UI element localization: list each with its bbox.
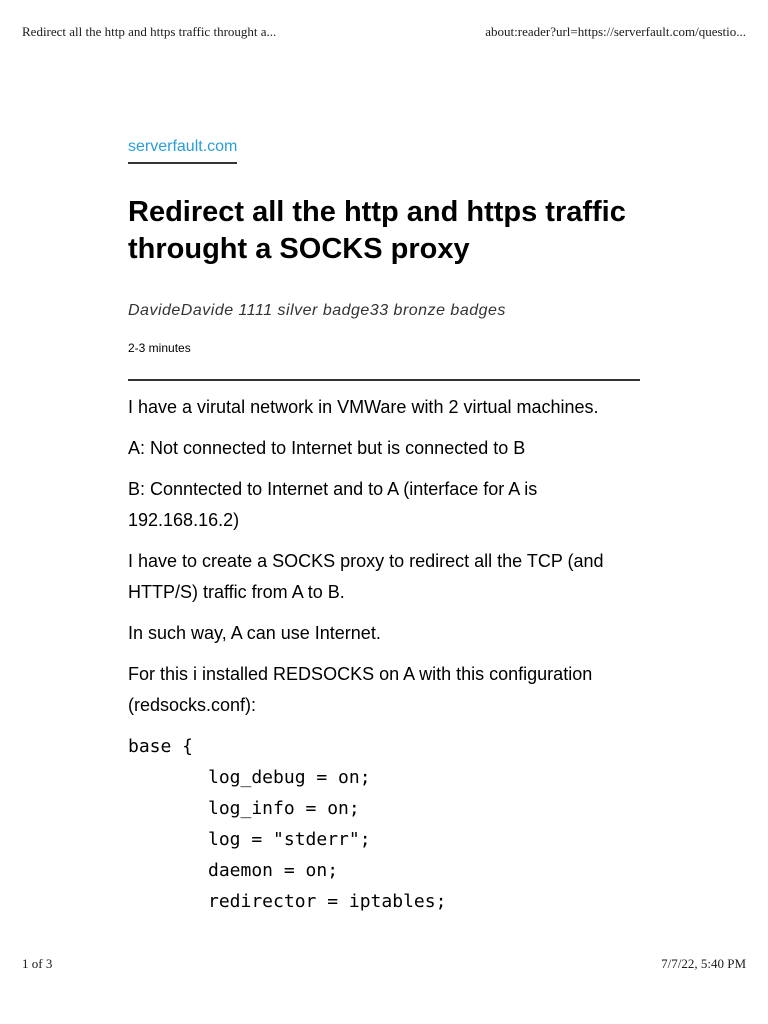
header-divider (128, 379, 640, 381)
print-header-url: about:reader?url=https://serverfault.com/questio... (485, 24, 746, 39)
source-domain-link[interactable]: serverfault.com (128, 138, 237, 164)
paragraph: B: Conntected to Internet and to A (interface for A is 192.168.16.2) (128, 479, 538, 530)
code-line: base { (128, 736, 194, 757)
code-line: daemon = on; (208, 860, 339, 881)
reading-time: 2-3 minutes (128, 341, 191, 355)
code-line: log_info = on; (208, 798, 360, 819)
code-block (128, 731, 640, 917)
code-line: log_debug = on; (208, 767, 371, 788)
paragraph: I have a virutal network in VMWare with 2 virtual machines. (128, 397, 599, 417)
page-number: 1 of 3 (22, 956, 53, 971)
article-title: Redirect all the http and https traffic throught a SOCKS proxy (128, 196, 626, 265)
print-datetime: 7/7/22, 5:40 PM (661, 956, 746, 971)
code-line: log = "stderr"; (208, 829, 371, 850)
print-header (22, 24, 746, 42)
paragraph: For this i installed REDSOCKS on A with this configuration (redsocks.conf): (128, 664, 593, 715)
article-byline: DavideDavide 1111 silver badge33 bronze badges (128, 302, 506, 319)
paragraph: In such way, A can use Internet. (128, 623, 381, 643)
print-footer (22, 956, 746, 974)
paragraph: A: Not connected to Internet but is connected to B (128, 438, 526, 458)
code-line: redirector = iptables; (208, 891, 447, 912)
print-header-title: Redirect all the http and https traffic throught a... (22, 24, 277, 39)
paragraph: I have to create a SOCKS proxy to redirect all the TCP (and HTTP/S) traffic from A to B. (128, 551, 604, 602)
article-body (128, 392, 640, 917)
